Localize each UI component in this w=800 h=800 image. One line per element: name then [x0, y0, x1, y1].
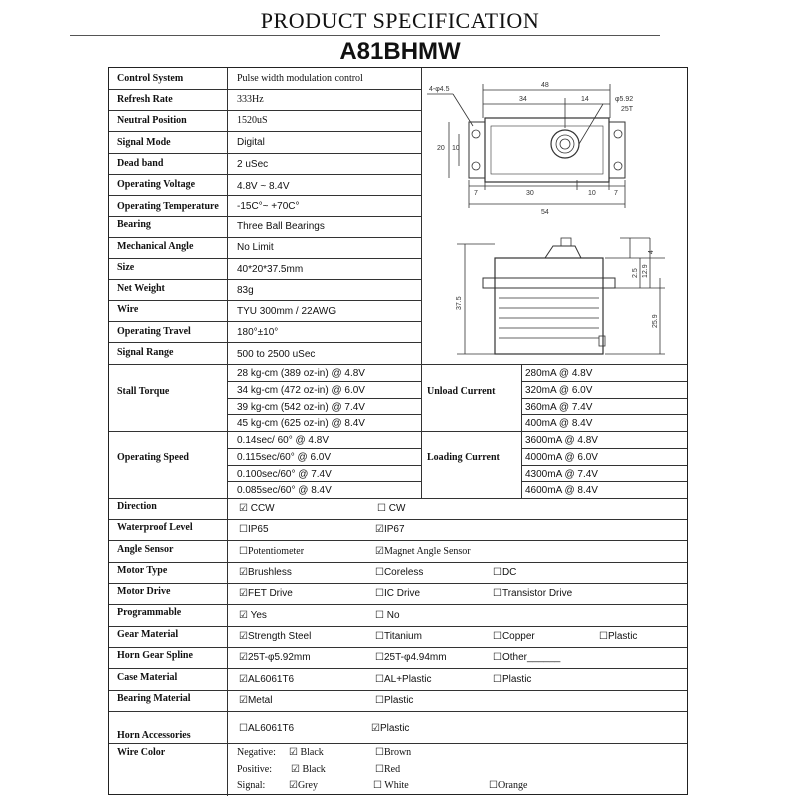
spec-label: Bearing — [117, 219, 151, 230]
option-label: Case Material — [117, 672, 178, 683]
model-name: A81BHMW — [339, 38, 461, 65]
option-item: ☐AL+Plastic — [375, 674, 432, 685]
option-item: ☐Other______ — [493, 652, 561, 663]
dim-label: 7 — [474, 190, 478, 197]
option-item: ☑25T-φ5.92mm — [239, 652, 311, 663]
drawing-divider — [421, 68, 422, 364]
title-rule — [70, 35, 660, 36]
spec-label: Signal Range — [117, 347, 174, 358]
wire-option: ☐ White — [373, 780, 409, 791]
row-line — [109, 498, 687, 499]
unload-current-value: 400mA @ 8.4V — [525, 418, 593, 429]
option-label: Motor Drive — [117, 586, 171, 597]
option-item: ☐Coreless — [375, 567, 424, 578]
option-label: Angle Sensor — [117, 544, 174, 555]
row-line — [109, 300, 421, 301]
sub-line — [227, 414, 421, 415]
spec-label: Dead band — [117, 158, 164, 169]
option-item: ☐Titanium — [375, 631, 422, 642]
row-line — [109, 174, 421, 175]
current-value-divider — [521, 364, 522, 498]
label-column-divider — [227, 68, 228, 796]
row-line — [109, 519, 687, 520]
row-line — [109, 743, 687, 744]
row-line — [109, 321, 421, 322]
dim-label: 12.9 — [642, 264, 649, 278]
option-item: ☑ CCW — [239, 503, 275, 514]
option-label: Horn Gear Spline — [117, 650, 193, 661]
option-item: ☐Transistor Drive — [493, 588, 573, 599]
sub-line — [227, 481, 421, 482]
row-line — [109, 668, 687, 669]
spec-label: Net Weight — [117, 283, 165, 294]
option-item: ☑AL6061T6 — [239, 674, 295, 685]
dim-label: 48 — [541, 82, 549, 89]
option-item: ☐Copper — [493, 631, 535, 642]
option-label: Direction — [117, 501, 157, 512]
option-item: ☑IP67 — [375, 524, 405, 535]
sub-line — [521, 398, 687, 399]
row-line — [109, 131, 421, 132]
wire-option: ☐Orange — [489, 780, 528, 791]
dim-label: 54 — [541, 209, 549, 216]
dim-label: 7 — [614, 190, 618, 197]
row-line — [109, 604, 687, 605]
option-item: ☑Metal — [239, 695, 273, 706]
option-item: ☐Plastic — [493, 674, 532, 685]
option-item: ☑FET Drive — [239, 588, 293, 599]
row-line — [109, 195, 421, 196]
row-line — [109, 342, 421, 343]
dim-label: 34 — [519, 96, 527, 103]
row-line — [109, 540, 687, 541]
wire-row-name: Negative: — [237, 747, 276, 758]
dim-label: 10 — [452, 145, 460, 152]
loading-current-value: 4000mA @ 6.0V — [525, 452, 598, 463]
dim-label: 25.9 — [652, 314, 659, 328]
dim-label: 25T — [621, 106, 634, 113]
option-item: ☑Plastic — [371, 723, 410, 734]
option-item: ☐Plastic — [375, 695, 414, 706]
loading-current-value: 4300mA @ 7.4V — [525, 469, 598, 480]
wire-option: ☑ Black — [289, 747, 324, 758]
row-line — [109, 237, 421, 238]
sub-line — [227, 381, 421, 382]
spec-label: Operating Temperature — [117, 201, 219, 212]
spec-value: 1520uS — [237, 115, 268, 126]
wire-row-name: Signal: — [237, 780, 266, 791]
document-title: PRODUCT SPECIFICATION — [260, 8, 540, 33]
dim-label: 10 — [588, 190, 596, 197]
option-label: Motor Type — [117, 565, 168, 576]
spec-label: Operating Travel — [117, 326, 191, 337]
sub-line — [521, 481, 687, 482]
row-line — [109, 690, 687, 691]
dim-label: 20 — [437, 145, 445, 152]
option-item: ☐Potentiometer — [239, 546, 305, 557]
unload-current-value: 360mA @ 7.4V — [525, 402, 593, 413]
servo-technical-drawing — [425, 68, 687, 368]
dim-label: 4-φ4.5 — [429, 86, 450, 93]
spec-value: 2 uSec — [237, 159, 269, 170]
side-view-labels — [456, 250, 659, 328]
row-line — [109, 711, 687, 712]
speed-value: 0.085sec/60° @ 8.4V — [237, 485, 332, 496]
spec-value: 4.8V ~ 8.4V — [237, 181, 290, 192]
option-item: ☐IP65 — [239, 524, 269, 535]
option-item: ☐25T-φ4.94mm — [375, 652, 447, 663]
speed-value: 0.14sec/ 60° @ 4.8V — [237, 435, 329, 446]
side-view — [457, 238, 665, 354]
wire-option: ☐Red — [375, 764, 401, 775]
row-line — [109, 583, 687, 584]
spec-value: 180°±10° — [237, 327, 279, 338]
option-item: ☐Plastic — [599, 631, 638, 642]
option-label: Programmable — [117, 607, 182, 618]
spec-value: -15C°~ +70C° — [237, 201, 300, 212]
option-label: Bearing Material — [117, 693, 191, 704]
dim-label: φ5.92 — [615, 96, 634, 103]
wire-color-label: Wire Color — [117, 747, 166, 758]
option-label: Horn Accessories — [117, 730, 191, 741]
sub-line — [227, 398, 421, 399]
spec-label: Neutral Position — [117, 115, 187, 126]
speed-value: 0.100sec/60° @ 7.4V — [237, 469, 332, 480]
spec-value: No Limit — [237, 242, 274, 253]
dim-label: 30 — [526, 190, 534, 197]
torque-value: 28 kg-cm (389 oz-in) @ 4.8V — [237, 368, 365, 379]
option-item: ☐ CW — [377, 503, 406, 514]
option-item: ☐AL6061T6 — [239, 723, 295, 734]
stall-torque-label: Stall Torque — [117, 386, 170, 397]
unload-current-value: 320mA @ 6.0V — [525, 385, 593, 396]
option-item: ☐IC Drive — [375, 588, 421, 599]
spec-label: Mechanical Angle — [117, 241, 194, 252]
spec-value: 40*20*37.5mm — [237, 264, 304, 275]
option-item: ☑Magnet Angle Sensor — [375, 546, 471, 557]
wire-option: ☐Brown — [375, 747, 412, 758]
spec-label: Signal Mode — [117, 137, 171, 148]
spec-label: Refresh Rate — [117, 94, 173, 105]
option-item: ☐ No — [375, 610, 400, 621]
dim-label: 14 — [581, 96, 589, 103]
loading-current-value: 3600mA @ 4.8V — [525, 435, 598, 446]
spec-label: Wire — [117, 304, 139, 315]
spec-value: 500 to 2500 uSec — [237, 349, 316, 360]
torque-value: 45 kg-cm (625 oz-in) @ 8.4V — [237, 418, 365, 429]
option-item: ☑Brushless — [239, 567, 292, 578]
torque-value: 34 kg-cm (472 oz-in) @ 6.0V — [237, 385, 365, 396]
option-label: Gear Material — [117, 629, 179, 640]
current-label-divider — [421, 364, 422, 498]
row-line — [109, 431, 687, 432]
option-item: ☑ Yes — [239, 610, 267, 621]
dim-label: 4 — [648, 250, 655, 254]
unload-current-value: 280mA @ 4.8V — [525, 368, 593, 379]
row-line — [109, 216, 421, 217]
spec-label: Operating Voltage — [117, 179, 196, 190]
sub-line — [521, 448, 687, 449]
sub-line — [521, 381, 687, 382]
sub-line — [227, 448, 421, 449]
row-line — [109, 89, 421, 90]
wire-row-name: Positive: — [237, 764, 273, 775]
dim-label: 2.5 — [632, 268, 639, 278]
wire-option: ☑Grey — [289, 780, 318, 791]
spec-value: 83g — [237, 285, 254, 296]
row-line — [109, 647, 687, 648]
operating-speed-label: Operating Speed — [117, 452, 189, 463]
dim-label: 37.5 — [456, 296, 463, 310]
unload-current-label: Unload Current — [427, 386, 496, 397]
sub-line — [227, 465, 421, 466]
row-line — [109, 626, 687, 627]
row-line — [109, 110, 421, 111]
wire-option: ☑ Black — [291, 764, 326, 775]
spec-value: Three Ball Bearings — [237, 221, 325, 232]
spec-value: Pulse width modulation control — [237, 73, 363, 84]
loading-current-label: Loading Current — [427, 452, 500, 463]
spec-label: Size — [117, 262, 135, 273]
spec-value: 333Hz — [237, 94, 264, 105]
row-line — [109, 562, 687, 563]
spec-label: Control System — [117, 73, 184, 84]
option-item: ☐DC — [493, 567, 517, 578]
torque-value: 39 kg-cm (542 oz-in) @ 7.4V — [237, 402, 365, 413]
row-line — [109, 258, 421, 259]
sub-line — [521, 465, 687, 466]
row-line — [109, 153, 421, 154]
sub-line — [521, 414, 687, 415]
row-line — [109, 279, 421, 280]
loading-current-value: 4600mA @ 8.4V — [525, 485, 598, 496]
option-item: ☑Strength Steel — [239, 631, 312, 642]
speed-value: 0.115sec/60° @ 6.0V — [237, 452, 332, 463]
option-label: Waterproof Level — [117, 522, 193, 533]
spec-value: TYU 300mm / 22AWG — [237, 306, 337, 317]
spec-value: Digital — [237, 137, 265, 148]
